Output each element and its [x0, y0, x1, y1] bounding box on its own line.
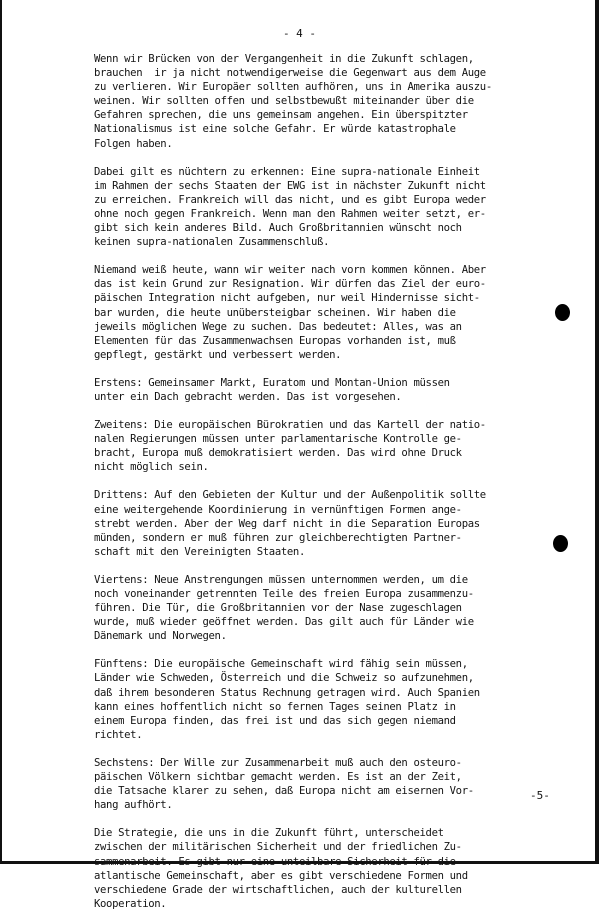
punch-hole-mark — [553, 535, 568, 552]
scan-border-right — [595, 0, 599, 864]
paragraph-supranational: Dabei gilt es nüchtern zu erkennen: Eine supra-nationale Einheit im Rahmen der sechs Staaten der EWG ist in nächster Zukunft nicht zu erreichen. Frankreich will das nicht, und es gibt Europa weder ohne noch gegen Frankreich. Wenn man den Rahmen weiter setzt, er- gibt sich kein anderes Bild. Auch Großbritannien wünscht noch keinen supra-nationalen Zusammenschluß. — [94, 165, 486, 249]
paragraph-zweitens: Zweitens: Die europäischen Bürokratien und das Kartell der natio- nalen Regierungen müssen unter parlamentarische Kontrolle ge- bracht, Europa muß demokratisiert werden. Das wird ohne Druck nicht möglich sein. — [94, 419, 486, 474]
paragraph-bruecken: Wenn wir Brücken von der Vergangenheit in die Zukunft schlagen, brauchen ir ja nicht notwendigerweise die Gegenwart aus dem Auge zu verlieren. Wir Europäer sollten aufhören, uns in Amerika auszu- weinen. Wir sollten offen und selbstbewußt miteinander über die Gefahren sprechen, die uns gemeinsam angehen. Ein überspitzter Nationalismus ist eine solche Gefahr. Er würde katastrophale Folgen haben. — [94, 53, 492, 150]
scan-border-left — [0, 0, 2, 864]
next-page-marker: -5- — [530, 789, 550, 802]
paragraph-niemand: Niemand weiß heute, wann wir weiter nach vorn kommen können. Aber das ist kein Grund zur Resignation. Wir dürfen das Ziel der euro- päischen Integration nicht aufgeben, nur weil Hindernisse sicht- bar wurden, die heute unübersteigbar scheinen. Wir haben die jeweils möglichen Wege zu suchen. Das bedeutet: Alles, was an Elementen für das Zusammenwachsen Europas vorhanden ist, muß gepflegt, gestärkt und verbessert werden. — [94, 264, 486, 361]
paragraph-drittens: Drittens: Auf den Gebieten der Kultur und der Außenpolitik sollte eine weitergehende Koordinierung in vernünftigen Formen ange- strebt werden. Aber der Weg darf nicht in die Separation Europas münden, sondern er muß führen zur gleichberechtigten Partner- schaft mit den Vereinigten Staaten. — [94, 489, 486, 558]
paragraph-viertens: Viertens: Neue Anstrengungen müssen unternommen werden, um die noch voneinander getrennten Teile des freien Europa zusammenzu- führen. Die Tür, die Großbritannien vor der Nase zugeschlagen wurde, muß wieder geöffnet werden. Das gilt auch für Länder wie Dänemark und Norwegen. — [94, 573, 474, 643]
body-text — [94, 52, 564, 911]
paragraph-fuenftens: Fünftens: Die europäische Gemeinschaft wird fähig sein müssen, Länder wie Schweden, Österreich und die Schweiz so aufzunehmen, daß ihrem besonderen Status Rechnung getragen wird. Auch Spanien kann eines hoffentlich nicht so fernen Tages seinen Platz in einem Europa finden, das frei ist und das sich gegen niemand richtet. — [94, 658, 480, 741]
paragraph-strategie: Die Strategie, die uns in die Zukunft führt, unterscheidet zwischen der militärischen Sicherheit und der friedlichen Zu- sammenarbeit. Es gibt nur eine unteilbare Sicherheit für die atlantische Gemeinschaft, aber es gibt verschiedene Formen und verschiedene Grade der wirtschaftlichen, auch der kulturellen Kooperation. — [94, 827, 468, 910]
punch-hole-mark — [555, 304, 570, 321]
paragraph-erstens: Erstens: Gemeinsamer Markt, Euratom und Montan-Union müssen unter ein Dach gebracht werden. Das ist vorgesehen. — [94, 376, 450, 403]
page-number: - 4 - — [282, 27, 317, 40]
paragraph-sechstens: Sechstens: Der Wille zur Zusammenarbeit muß auch den osteuro- päischen Völkern sichtbar gemacht werden. Es ist an der Zeit, die Tatsache klarer zu sehen, daß Europa nicht am eisernen Vor- hang aufhört. — [94, 756, 474, 812]
